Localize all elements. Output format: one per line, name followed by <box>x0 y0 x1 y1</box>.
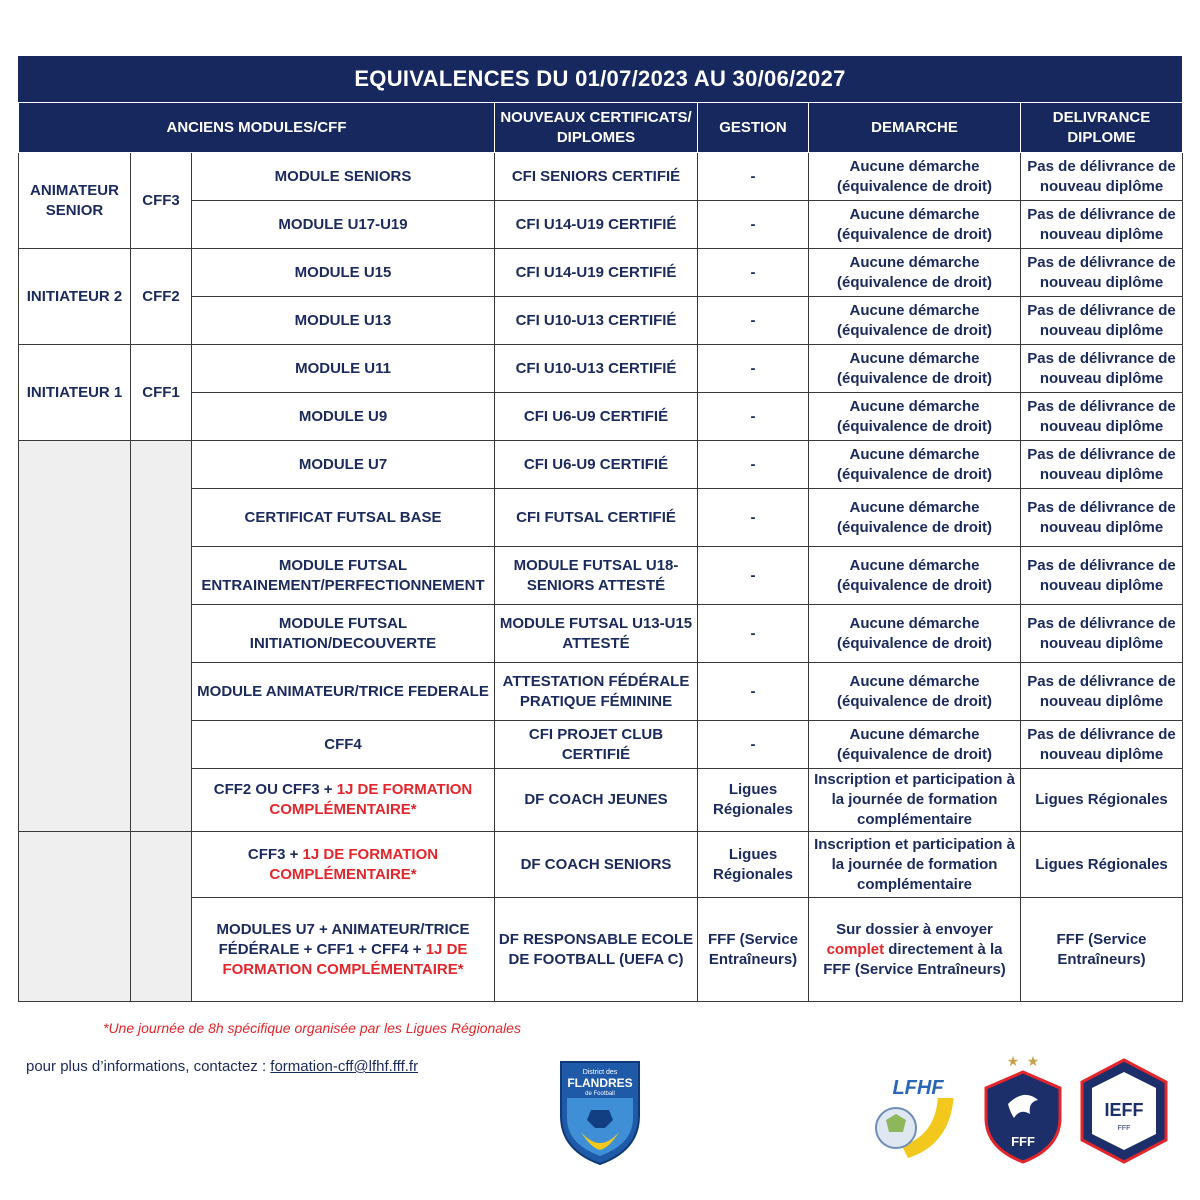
table-row <box>19 489 1183 547</box>
demarche-text: Sur dossier à envoyer <box>836 920 993 938</box>
demarche-cell: Aucune démarche (équivalence de droit) <box>809 297 1021 345</box>
gestion-cell: FFF (Service Entraîneurs) <box>698 898 809 1002</box>
lfhf-wordmark: LFHF <box>892 1077 944 1099</box>
demarche-cell: Aucune démarche (équivalence de droit) <box>809 721 1021 769</box>
nouveau-cell: CFI U6-U9 CERTIFIÉ <box>495 393 698 441</box>
delivrance-cell: Pas de délivrance de nouveau diplôme <box>1021 441 1183 489</box>
group-cff2: CFF2 <box>131 249 192 345</box>
table-row <box>19 769 1183 832</box>
nouveau-cell: CFI SENIORS CERTIFIÉ <box>495 153 698 201</box>
table-row <box>19 393 1183 441</box>
demarche-cell: Aucune démarche (équivalence de droit) <box>809 547 1021 605</box>
equivalence-table <box>18 102 1183 1002</box>
table-row <box>19 721 1183 769</box>
table-row <box>19 201 1183 249</box>
table-row <box>19 663 1183 721</box>
delivrance-cell: Pas de délivrance de nouveau diplôme <box>1021 393 1183 441</box>
nouveau-cell: CFI PROJET CLUB CERTIFIÉ <box>495 721 698 769</box>
module-cell: MODULE FUTSAL INITIATION/DECOUVERTE <box>192 605 495 663</box>
header-nouveaux: NOUVEAUX CERTIFICATS/ DIPLOMES <box>495 103 698 153</box>
demarche-cell: Inscription et participation à la journée de formation complémentaire <box>809 832 1021 898</box>
module-text: CFF3 + <box>247 845 303 863</box>
delivrance-cell: Pas de délivrance de nouveau diplôme <box>1021 489 1183 547</box>
gestion-cell: - <box>698 489 809 547</box>
table-row <box>19 441 1183 489</box>
delivrance-cell: Pas de délivrance de nouveau diplôme <box>1021 605 1183 663</box>
star-icon: ★ <box>1006 1054 1020 1070</box>
header-row <box>19 103 1183 153</box>
empty-cff-cell <box>131 441 192 832</box>
demarche-text-end: directement à la FFF (Service Entraîneurs) <box>823 940 1006 978</box>
gestion-cell: - <box>698 201 809 249</box>
gestion-cell: - <box>698 393 809 441</box>
nouveau-cell: CFI FUTSAL CERTIFIÉ <box>495 489 698 547</box>
demarche-cell <box>809 898 1021 1002</box>
delivrance-cell: FFF (Service Entraîneurs) <box>1021 898 1183 1002</box>
district-flandres-logo <box>557 1058 643 1166</box>
module-highlight: 1J DE FORMATION COMPLÉMENTAIRE* <box>269 781 473 818</box>
group-name-animateur-senior: ANIMATEUR SENIOR <box>19 153 131 249</box>
gestion-cell: - <box>698 297 809 345</box>
footnote: *Une journée de 8h spécifique organisée par les Ligues Régionales <box>103 1020 521 1036</box>
ieff-wordmark: IEFF <box>1104 1100 1144 1120</box>
table-row <box>19 297 1183 345</box>
nouveau-cell: CFI U14-U19 CERTIFIÉ <box>495 201 698 249</box>
header-demarche: DEMARCHE <box>809 103 1021 153</box>
nouveau-cell: CFI U14-U19 CERTIFIÉ <box>495 249 698 297</box>
gestion-cell: - <box>698 153 809 201</box>
delivrance-cell: Pas de délivrance de nouveau diplôme <box>1021 345 1183 393</box>
gestion-cell: Ligues Régionales <box>698 769 809 832</box>
table-row <box>19 345 1183 393</box>
gestion-cell: - <box>698 345 809 393</box>
delivrance-cell: Pas de délivrance de nouveau diplôme <box>1021 547 1183 605</box>
fff-logo <box>980 1052 1066 1164</box>
delivrance-cell: Pas de délivrance de nouveau diplôme <box>1021 153 1183 201</box>
group-name-initiateur-1: INITIATEUR 1 <box>19 345 131 441</box>
demarche-cell: Aucune démarche (équivalence de droit) <box>809 489 1021 547</box>
module-cell: MODULE U9 <box>192 393 495 441</box>
delivrance-cell: Pas de délivrance de nouveau diplôme <box>1021 663 1183 721</box>
table-row <box>19 153 1183 201</box>
gestion-cell: Ligues Régionales <box>698 832 809 898</box>
demarche-cell: Aucune démarche (équivalence de droit) <box>809 345 1021 393</box>
nouveau-cell: CFI U10-U13 CERTIFIÉ <box>495 297 698 345</box>
demarche-cell: Aucune démarche (équivalence de droit) <box>809 393 1021 441</box>
module-text: MODULES U7 + ANIMATEUR/TRICE FÉDÉRALE + CFF1 + CFF4 + <box>216 920 470 958</box>
empty-cff-cell <box>131 832 192 1002</box>
delivrance-cell: Ligues Régionales <box>1021 769 1183 832</box>
module-cell: CERTIFICAT FUTSAL BASE <box>192 489 495 547</box>
module-cell <box>192 832 495 898</box>
header-delivrance: DELIVRANCE DIPLOME <box>1021 103 1183 153</box>
star-icon: ★ <box>1026 1054 1040 1070</box>
group-cff1: CFF1 <box>131 345 192 441</box>
module-highlight: 1J DE FORMATION COMPLÉMENTAIRE* <box>222 940 468 978</box>
gestion-cell: - <box>698 249 809 297</box>
nouveau-cell: MODULE FUTSAL U13-U15 ATTESTÉ <box>495 605 698 663</box>
module-cell: MODULE FUTSAL ENTRAINEMENT/PERFECTIONNEMENT <box>192 547 495 605</box>
demarche-cell: Aucune démarche (équivalence de droit) <box>809 605 1021 663</box>
delivrance-cell: Pas de délivrance de nouveau diplôme <box>1021 249 1183 297</box>
module-cell <box>192 769 495 832</box>
table-row <box>19 832 1183 898</box>
contact-email-link[interactable]: formation-cff@lfhf.fff.fr <box>270 1058 419 1075</box>
table-row <box>19 547 1183 605</box>
module-cell: MODULE U7 <box>192 441 495 489</box>
nouveau-cell: MODULE FUTSAL U18-SENIORS ATTESTÉ <box>495 547 698 605</box>
group-cff3: CFF3 <box>131 153 192 249</box>
table-row <box>19 605 1183 663</box>
empty-group-cell <box>19 832 131 1002</box>
gestion-cell: - <box>698 721 809 769</box>
nouveau-cell: DF COACH SENIORS <box>495 832 698 898</box>
empty-group-cell <box>19 441 131 832</box>
demarche-cell: Aucune démarche (équivalence de droit) <box>809 663 1021 721</box>
demarche-cell: Aucune démarche (équivalence de droit) <box>809 201 1021 249</box>
table-row <box>19 898 1183 1002</box>
demarche-cell: Aucune démarche (équivalence de droit) <box>809 441 1021 489</box>
module-highlight: 1J DE FORMATION COMPLÉMENTAIRE* <box>269 845 439 883</box>
demarche-cell: Inscription et participation à la journée de formation complémentaire <box>809 769 1021 832</box>
nouveau-cell: DF RESPONSABLE ECOLE DE FOOTBALL (UEFA C) <box>495 898 698 1002</box>
delivrance-cell: Pas de délivrance de nouveau diplôme <box>1021 297 1183 345</box>
module-cell: MODULE SENIORS <box>192 153 495 201</box>
district-line3: de Football <box>585 1091 615 1097</box>
delivrance-cell: Pas de délivrance de nouveau diplôme <box>1021 721 1183 769</box>
gestion-cell: - <box>698 605 809 663</box>
module-cell: MODULE ANIMATEUR/TRICE FEDERALE <box>192 663 495 721</box>
header-anciens: ANCIENS MODULES/CFF <box>19 103 495 153</box>
demarche-cell: Aucune démarche (équivalence de droit) <box>809 249 1021 297</box>
module-cell: MODULE U13 <box>192 297 495 345</box>
delivrance-cell: Pas de délivrance de nouveau diplôme <box>1021 201 1183 249</box>
module-cell: MODULE U17-U19 <box>192 201 495 249</box>
demarche-cell: Aucune démarche (équivalence de droit) <box>809 153 1021 201</box>
module-cell <box>192 898 495 1002</box>
module-cell: MODULE U15 <box>192 249 495 297</box>
table-row <box>19 249 1183 297</box>
district-line1: District des <box>582 1069 618 1076</box>
module-cell: MODULE U11 <box>192 345 495 393</box>
module-text: CFF2 OU CFF3 + <box>213 781 337 798</box>
page-title: EQUIVALENCES DU 01/07/2023 AU 30/06/2027 <box>18 56 1182 102</box>
module-cell: CFF4 <box>192 721 495 769</box>
demarche-highlight: complet <box>826 940 885 958</box>
lfhf-logo <box>866 1062 966 1162</box>
ieff-sub: FFF <box>1117 1125 1131 1132</box>
header-gestion: GESTION <box>698 103 809 153</box>
nouveau-cell: ATTESTATION FÉDÉRALE PRATIQUE FÉMININE <box>495 663 698 721</box>
district-line2: FLANDRES <box>567 1076 633 1090</box>
nouveau-cell: CFI U6-U9 CERTIFIÉ <box>495 441 698 489</box>
nouveau-cell: DF COACH JEUNES <box>495 769 698 832</box>
group-name-initiateur-2: INITIATEUR 2 <box>19 249 131 345</box>
nouveau-cell: CFI U10-U13 CERTIFIÉ <box>495 345 698 393</box>
ieff-logo <box>1076 1056 1172 1166</box>
gestion-cell: - <box>698 547 809 605</box>
gestion-cell: - <box>698 663 809 721</box>
delivrance-cell: Ligues Régionales <box>1021 832 1183 898</box>
gestion-cell: - <box>698 441 809 489</box>
fff-wordmark: FFF <box>1011 1134 1035 1149</box>
contact-line <box>26 1058 418 1075</box>
contact-label: pour plus d’informations, contactez : <box>26 1058 271 1075</box>
